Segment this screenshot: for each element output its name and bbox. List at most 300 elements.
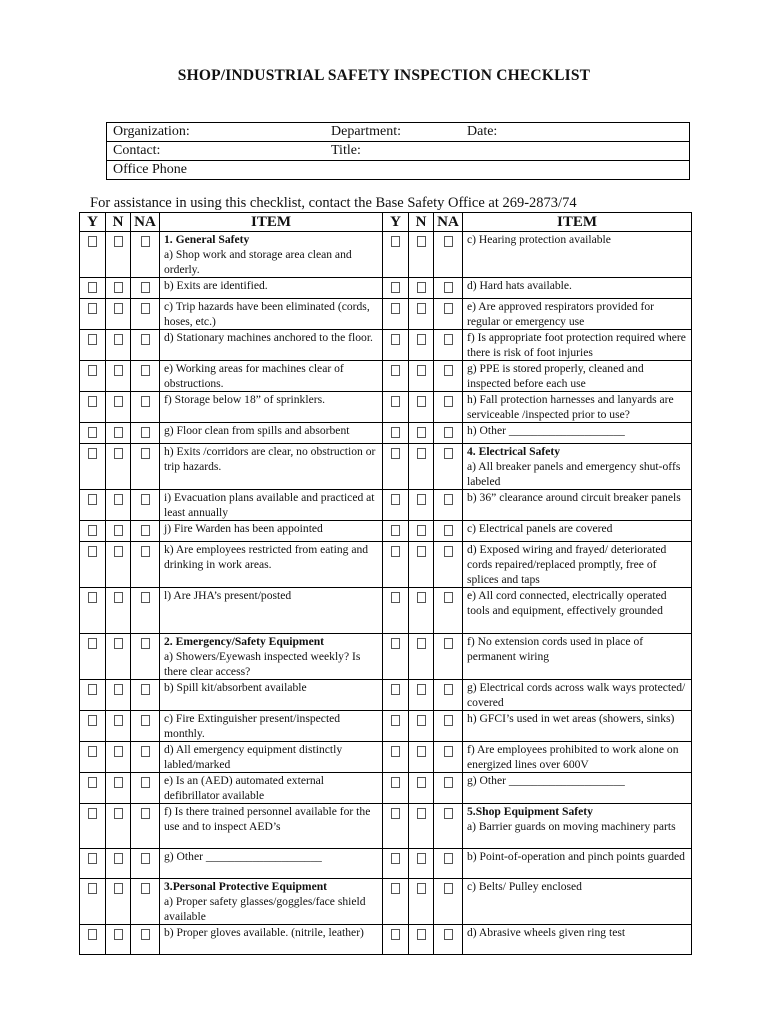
checkbox-n[interactable] <box>114 494 123 505</box>
checkbox-na[interactable] <box>444 777 453 788</box>
checklist-row <box>80 773 692 804</box>
checkbox-cell-y <box>80 634 106 680</box>
checkbox-cell-y <box>383 588 409 634</box>
checkbox-n[interactable] <box>417 592 426 603</box>
checkbox-na[interactable] <box>444 525 453 536</box>
checkbox-cell-na <box>131 742 160 773</box>
checkbox-cell-y <box>80 521 106 542</box>
checkbox-y[interactable] <box>391 303 400 314</box>
checkbox-cell-na <box>131 804 160 849</box>
checkbox-na[interactable] <box>444 236 453 247</box>
item-text: e) Working areas for machines clear of obstructions. <box>164 362 344 390</box>
checkbox-cell-y <box>80 742 106 773</box>
checkbox-n[interactable] <box>417 638 426 649</box>
checklist-table <box>79 212 692 955</box>
checkbox-cell-y <box>383 804 409 849</box>
item-text: l) Are JHA’s present/posted <box>164 589 292 602</box>
item-text: b) Exits are identified. <box>164 279 268 292</box>
item-text: a) Proper safety glasses/goggles/face shield available <box>164 895 366 923</box>
item-text: f) Is appropriate foot protection required where there is risk of foot injuries <box>467 331 686 359</box>
checkbox-cell-y <box>383 925 409 955</box>
checkbox-cell-na <box>131 849 160 879</box>
checkbox-cell-y <box>383 742 409 773</box>
checkbox-n[interactable] <box>417 746 426 757</box>
checkbox-y[interactable] <box>88 746 97 757</box>
checkbox-n[interactable] <box>417 883 426 894</box>
checkbox-na[interactable] <box>444 303 453 314</box>
assistance-note: For assistance in using this checklist, contact the Base Safety Office at 269-2873/74 <box>90 195 577 211</box>
checkbox-na[interactable] <box>141 525 150 536</box>
checkbox-cell-na <box>434 711 463 742</box>
checkbox-n[interactable] <box>417 929 426 940</box>
checkbox-cell-na <box>131 444 160 490</box>
checklist-row <box>80 680 692 711</box>
item-cell <box>160 330 383 361</box>
checkbox-na[interactable] <box>444 365 453 376</box>
checkbox-y[interactable] <box>391 808 400 819</box>
checkbox-na[interactable] <box>141 777 150 788</box>
checkbox-n[interactable] <box>114 592 123 603</box>
checkbox-y[interactable] <box>88 546 97 557</box>
checklist-row <box>80 711 692 742</box>
checkbox-n[interactable] <box>417 365 426 376</box>
checkbox-y[interactable] <box>88 448 97 459</box>
checkbox-na[interactable] <box>141 236 150 247</box>
checkbox-n[interactable] <box>417 546 426 557</box>
checkbox-cell-y <box>383 423 409 444</box>
checkbox-n[interactable] <box>417 853 426 864</box>
checkbox-n[interactable] <box>114 303 123 314</box>
checklist-row <box>80 490 692 521</box>
checklist-row <box>80 299 692 330</box>
checkbox-cell-na <box>434 444 463 490</box>
checkbox-cell-na <box>131 423 160 444</box>
item-text: a) Barrier guards on moving machinery parts <box>467 820 676 833</box>
checkbox-na[interactable] <box>141 494 150 505</box>
item-text: i) Evacuation plans available and practiced at least annually <box>164 491 375 519</box>
item-cell <box>463 423 692 444</box>
checkbox-na[interactable] <box>141 746 150 757</box>
checkbox-n[interactable] <box>114 334 123 345</box>
checkbox-n[interactable] <box>114 746 123 757</box>
checkbox-n[interactable] <box>114 427 123 438</box>
item-text: b) Spill kit/absorbent available <box>164 681 307 694</box>
organization-field[interactable]: Organization: <box>107 123 326 142</box>
item-cell <box>160 423 383 444</box>
checkbox-y[interactable] <box>391 853 400 864</box>
col-na-header: NA <box>434 213 463 232</box>
item-cell <box>463 804 692 849</box>
item-cell <box>463 330 692 361</box>
checkbox-cell-n <box>106 634 131 680</box>
checkbox-n[interactable] <box>114 808 123 819</box>
checkbox-n[interactable] <box>114 883 123 894</box>
item-text: c) Electrical panels are covered <box>467 522 613 535</box>
checkbox-cell-n <box>106 490 131 521</box>
checkbox-na[interactable] <box>141 853 150 864</box>
checkbox-cell-y <box>80 925 106 955</box>
checkbox-y[interactable] <box>391 546 400 557</box>
checkbox-cell-na <box>131 330 160 361</box>
checkbox-cell-na <box>434 849 463 879</box>
checkbox-cell-n <box>409 925 434 955</box>
checkbox-n[interactable] <box>114 929 123 940</box>
item-cell <box>463 444 692 490</box>
item-text: g) PPE is stored properly, cleaned and inspected before each use <box>467 362 644 390</box>
item-cell <box>160 680 383 711</box>
item-cell <box>160 521 383 542</box>
checkbox-y[interactable] <box>391 365 400 376</box>
item-text: d) Abrasive wheels given ring test <box>467 926 626 939</box>
checkbox-na[interactable] <box>141 638 150 649</box>
checkbox-cell-n <box>106 711 131 742</box>
item-text: c) Trip hazards have been eliminated (cords, hoses, etc.) <box>164 300 370 328</box>
item-text: a) Showers/Eyewash inspected weekly? Is there clear access? <box>164 650 361 678</box>
checkbox-cell-na <box>131 711 160 742</box>
checkbox-y[interactable] <box>88 365 97 376</box>
checkbox-cell-na <box>434 773 463 804</box>
item-cell <box>160 634 383 680</box>
checkbox-cell-n <box>106 299 131 330</box>
checkbox-y[interactable] <box>391 929 400 940</box>
checkbox-cell-n <box>409 232 434 278</box>
checkbox-y[interactable] <box>391 396 400 407</box>
checkbox-cell-na <box>434 634 463 680</box>
item-cell <box>463 680 692 711</box>
checkbox-na[interactable] <box>444 334 453 345</box>
checkbox-n[interactable] <box>114 853 123 864</box>
checkbox-y[interactable] <box>88 236 97 247</box>
checkbox-na[interactable] <box>444 638 453 649</box>
col-n-header: N <box>106 213 131 232</box>
item-text: e) All cord connected, electrically operated tools and equipment, effectively grounded <box>467 589 667 617</box>
checkbox-n[interactable] <box>417 334 426 345</box>
item-cell <box>463 588 692 634</box>
checkbox-y[interactable] <box>88 494 97 505</box>
checkbox-cell-y <box>383 444 409 490</box>
checkbox-n[interactable] <box>417 494 426 505</box>
checkbox-cell-n <box>106 361 131 392</box>
checkbox-na[interactable] <box>141 396 150 407</box>
checkbox-cell-y <box>80 278 106 299</box>
checkbox-n[interactable] <box>417 715 426 726</box>
checkbox-cell-y <box>383 299 409 330</box>
item-cell <box>463 634 692 680</box>
checkbox-y[interactable] <box>88 853 97 864</box>
checkbox-cell-na <box>434 879 463 925</box>
item-cell <box>160 392 383 423</box>
checkbox-y[interactable] <box>88 929 97 940</box>
checkbox-na[interactable] <box>141 546 150 557</box>
checkbox-n[interactable] <box>114 638 123 649</box>
checkbox-cell-n <box>409 634 434 680</box>
checkbox-y[interactable] <box>391 777 400 788</box>
checkbox-n[interactable] <box>114 684 123 695</box>
item-text: g) Floor clean from spills and absorbent <box>164 424 350 437</box>
checkbox-n[interactable] <box>114 282 123 293</box>
col-y-header: Y <box>383 213 409 232</box>
checkbox-cell-na <box>131 542 160 588</box>
checkbox-y[interactable] <box>88 684 97 695</box>
checkbox-cell-y <box>80 879 106 925</box>
checkbox-cell-n <box>409 711 434 742</box>
section-heading: 2. Emergency/Safety Equipment <box>164 635 325 648</box>
checkbox-y[interactable] <box>391 448 400 459</box>
item-cell <box>160 444 383 490</box>
checkbox-na[interactable] <box>141 592 150 603</box>
checkbox-cell-y <box>383 521 409 542</box>
office-phone-field[interactable]: Office Phone <box>107 161 690 180</box>
checkbox-cell-y <box>383 542 409 588</box>
checkbox-y[interactable] <box>391 427 400 438</box>
checkbox-cell-n <box>409 773 434 804</box>
col-n-header: N <box>409 213 434 232</box>
checkbox-n[interactable] <box>417 282 426 293</box>
checkbox-na[interactable] <box>444 592 453 603</box>
checkbox-na[interactable] <box>141 448 150 459</box>
checkbox-na[interactable] <box>444 427 453 438</box>
checkbox-n[interactable] <box>114 715 123 726</box>
item-text: g) Electrical cords across walk ways protected/ covered <box>467 681 686 709</box>
title-field[interactable]: Title: <box>325 142 690 161</box>
checkbox-cell-y <box>80 680 106 711</box>
checkbox-na[interactable] <box>444 546 453 557</box>
checkbox-cell-na <box>131 232 160 278</box>
checkbox-cell-n <box>409 521 434 542</box>
checkbox-cell-na <box>434 278 463 299</box>
item-text: h) Exits /corridors are clear, no obstruction or trip hazards. <box>164 445 376 473</box>
checkbox-na[interactable] <box>141 883 150 894</box>
item-text: f) Storage below 18” of sprinklers. <box>164 393 325 406</box>
checkbox-y[interactable] <box>88 777 97 788</box>
item-text: c) Fire Extinguisher present/inspected monthly. <box>164 712 341 740</box>
checkbox-cell-y <box>383 330 409 361</box>
checkbox-cell-na <box>434 521 463 542</box>
checkbox-cell-na <box>131 490 160 521</box>
checkbox-cell-n <box>106 773 131 804</box>
item-cell <box>160 773 383 804</box>
checkbox-cell-y <box>80 299 106 330</box>
checkbox-cell-na <box>131 392 160 423</box>
checkbox-n[interactable] <box>114 525 123 536</box>
item-text: c) Belts/ Pulley enclosed <box>467 880 582 893</box>
contact-field[interactable]: Contact: <box>107 142 326 161</box>
col-y-header: Y <box>80 213 106 232</box>
checkbox-cell-y <box>80 849 106 879</box>
item-cell <box>160 542 383 588</box>
checklist-row <box>80 444 692 490</box>
checkbox-cell-y <box>383 849 409 879</box>
checkbox-cell-na <box>434 588 463 634</box>
checkbox-cell-y <box>383 634 409 680</box>
checkbox-na[interactable] <box>444 808 453 819</box>
checkbox-cell-na <box>131 588 160 634</box>
item-cell <box>463 361 692 392</box>
checkbox-y[interactable] <box>88 808 97 819</box>
checkbox-na[interactable] <box>444 883 453 894</box>
checkbox-na[interactable] <box>141 808 150 819</box>
checkbox-y[interactable] <box>391 334 400 345</box>
checkbox-n[interactable] <box>417 448 426 459</box>
checkbox-cell-na <box>131 278 160 299</box>
col-na-header: NA <box>131 213 160 232</box>
checkbox-cell-n <box>409 680 434 711</box>
checkbox-na[interactable] <box>444 853 453 864</box>
checkbox-n[interactable] <box>114 777 123 788</box>
checkbox-cell-na <box>434 232 463 278</box>
checkbox-y[interactable] <box>88 883 97 894</box>
checkbox-cell-y <box>80 330 106 361</box>
checkbox-na[interactable] <box>141 303 150 314</box>
checklist-row <box>80 634 692 680</box>
checklist-row <box>80 849 692 879</box>
item-text: d) All emergency equipment distinctly labled/marked <box>164 743 343 771</box>
checkbox-y[interactable] <box>391 236 400 247</box>
checkbox-y[interactable] <box>391 715 400 726</box>
section-heading: 5.Shop Equipment Safety <box>467 805 593 818</box>
checkbox-cell-n <box>106 680 131 711</box>
checkbox-n[interactable] <box>114 546 123 557</box>
checkbox-y[interactable] <box>391 638 400 649</box>
checkbox-y[interactable] <box>88 334 97 345</box>
checkbox-n[interactable] <box>417 684 426 695</box>
checkbox-n[interactable] <box>417 396 426 407</box>
date-field[interactable]: Date: <box>461 123 690 142</box>
checkbox-cell-y <box>383 392 409 423</box>
checklist-row <box>80 588 692 634</box>
checkbox-cell-n <box>106 925 131 955</box>
checkbox-cell-na <box>434 361 463 392</box>
checklist-row <box>80 879 692 925</box>
item-text: f) Are employees prohibited to work alone on energized lines over 600V <box>467 743 679 771</box>
section-heading: 3.Personal Protective Equipment <box>164 880 328 893</box>
checkbox-cell-na <box>434 742 463 773</box>
col-item-header: ITEM <box>160 213 383 232</box>
checkbox-cell-y <box>80 773 106 804</box>
checkbox-n[interactable] <box>417 303 426 314</box>
checkbox-na[interactable] <box>444 282 453 293</box>
item-cell <box>463 490 692 521</box>
department-field[interactable]: Department: <box>325 123 461 142</box>
checkbox-cell-na <box>434 925 463 955</box>
checkbox-n[interactable] <box>417 808 426 819</box>
checkbox-cell-na <box>131 925 160 955</box>
checkbox-na[interactable] <box>141 427 150 438</box>
checkbox-y[interactable] <box>88 715 97 726</box>
checkbox-y[interactable] <box>88 396 97 407</box>
checkbox-na[interactable] <box>141 929 150 940</box>
checkbox-cell-na <box>131 634 160 680</box>
checkbox-n[interactable] <box>114 365 123 376</box>
checkbox-y[interactable] <box>88 303 97 314</box>
checkbox-cell-n <box>409 849 434 879</box>
checklist-row <box>80 521 692 542</box>
checklist-row <box>80 232 692 278</box>
checkbox-cell-y <box>383 490 409 521</box>
checkbox-cell-n <box>106 330 131 361</box>
item-cell <box>160 299 383 330</box>
checkbox-cell-n <box>106 742 131 773</box>
checkbox-y[interactable] <box>88 638 97 649</box>
checkbox-n[interactable] <box>417 236 426 247</box>
item-text: c) Hearing protection available <box>467 233 611 246</box>
checkbox-y[interactable] <box>391 883 400 894</box>
checkbox-na[interactable] <box>444 448 453 459</box>
checkbox-n[interactable] <box>114 448 123 459</box>
checkbox-na[interactable] <box>141 282 150 293</box>
checkbox-cell-y <box>383 680 409 711</box>
checkbox-na[interactable] <box>141 715 150 726</box>
item-text: a) All breaker panels and emergency shut-offs labeled <box>467 460 681 488</box>
checkbox-n[interactable] <box>114 396 123 407</box>
item-cell <box>160 711 383 742</box>
checkbox-na[interactable] <box>444 684 453 695</box>
item-text: f) No extension cords used in place of permanent wiring <box>467 635 644 663</box>
checkbox-y[interactable] <box>391 684 400 695</box>
item-cell <box>463 542 692 588</box>
checkbox-cell-n <box>106 542 131 588</box>
checkbox-y[interactable] <box>391 592 400 603</box>
checkbox-na[interactable] <box>444 929 453 940</box>
checkbox-y[interactable] <box>391 746 400 757</box>
col-item-header: ITEM <box>463 213 692 232</box>
checkbox-y[interactable] <box>391 525 400 536</box>
checkbox-na[interactable] <box>141 684 150 695</box>
checklist-row <box>80 392 692 423</box>
checkbox-y[interactable] <box>391 494 400 505</box>
checkbox-na[interactable] <box>444 746 453 757</box>
checkbox-n[interactable] <box>114 236 123 247</box>
checkbox-cell-n <box>106 392 131 423</box>
checkbox-y[interactable] <box>88 282 97 293</box>
item-cell <box>463 711 692 742</box>
item-text: k) Are employees restricted from eating and drinking in work areas. <box>164 543 369 571</box>
checkbox-na[interactable] <box>444 715 453 726</box>
checkbox-y[interactable] <box>391 282 400 293</box>
checkbox-na[interactable] <box>444 396 453 407</box>
checkbox-cell-y <box>383 711 409 742</box>
checkbox-y[interactable] <box>88 525 97 536</box>
checkbox-y[interactable] <box>88 427 97 438</box>
checkbox-cell-n <box>106 278 131 299</box>
checklist-row <box>80 423 692 444</box>
checkbox-n[interactable] <box>417 777 426 788</box>
checkbox-cell-n <box>409 742 434 773</box>
checkbox-cell-n <box>106 423 131 444</box>
checkbox-cell-y <box>383 879 409 925</box>
item-text: g) Other ____________________ <box>164 850 322 863</box>
item-text: a) Shop work and storage area clean and orderly. <box>164 248 352 276</box>
checkbox-cell-na <box>131 680 160 711</box>
checkbox-na[interactable] <box>141 334 150 345</box>
checkbox-cell-n <box>106 444 131 490</box>
checkbox-cell-y <box>80 804 106 849</box>
checkbox-na[interactable] <box>444 494 453 505</box>
item-text: j) Fire Warden has been appointed <box>164 522 323 535</box>
checkbox-cell-n <box>409 299 434 330</box>
checkbox-n[interactable] <box>417 525 426 536</box>
checkbox-y[interactable] <box>88 592 97 603</box>
header-row <box>80 213 692 232</box>
checkbox-cell-n <box>409 490 434 521</box>
checkbox-cell-n <box>409 361 434 392</box>
item-cell <box>160 804 383 849</box>
checkbox-n[interactable] <box>417 427 426 438</box>
item-text: d) Exposed wiring and frayed/ deteriorated cords repaired/replaced promptly, free of splices and taps <box>467 543 667 586</box>
checkbox-na[interactable] <box>141 365 150 376</box>
checkbox-cell-n <box>409 879 434 925</box>
item-cell <box>463 278 692 299</box>
